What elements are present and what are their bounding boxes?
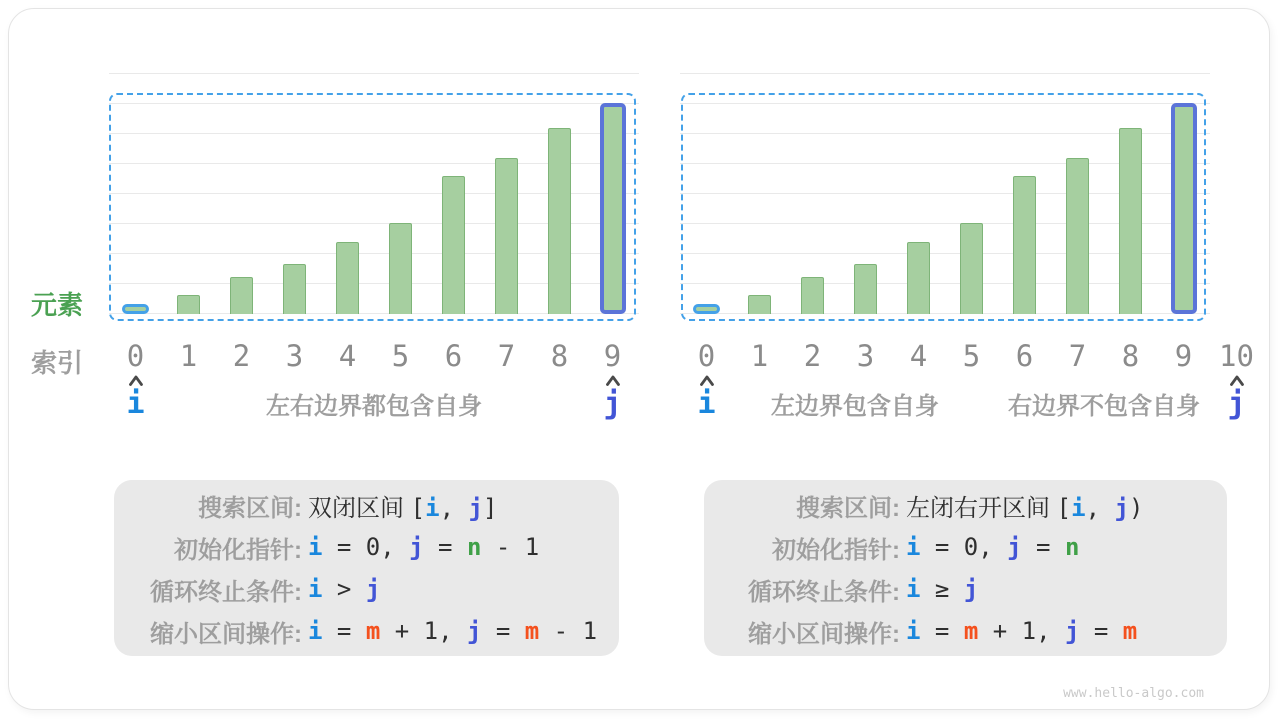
index-label-9: 9: [1174, 339, 1193, 373]
code-token-m: m: [524, 616, 540, 645]
index-label-1: 1: [179, 339, 198, 373]
figure-card: [8, 8, 1270, 710]
chart-closed-interval: [109, 73, 639, 443]
up-arrow-icon: [128, 375, 144, 386]
range-caption: 右边界不包含自身: [1008, 393, 1200, 420]
info-line-value: [906, 575, 978, 604]
code-token-code: ,: [1085, 493, 1115, 522]
code-token-n: n: [466, 532, 482, 561]
info-line-label: 搜索区间:: [796, 494, 900, 522]
info-line-label: 初始化指针:: [174, 536, 302, 564]
code-token-i: i: [308, 616, 323, 645]
code-token-i: i: [906, 574, 921, 603]
pointer-j: [1227, 375, 1245, 420]
code-token-i: i: [425, 493, 440, 522]
code-token-code: >: [322, 574, 366, 603]
code-token-j: j: [1064, 616, 1080, 645]
code-token-cn: 双闭区间: [308, 494, 411, 522]
code-token-j: j: [1007, 532, 1022, 561]
index-label-2: 2: [232, 339, 251, 373]
index-label-9: 9: [603, 339, 622, 373]
code-token-i: i: [308, 574, 323, 603]
info-line: [704, 484, 1227, 526]
index-label-5: 5: [962, 339, 981, 373]
info-line-value: [308, 488, 497, 523]
code-token-code: - 1: [481, 532, 540, 561]
code-token-code: + 1,: [978, 616, 1065, 645]
code-token-m: m: [365, 616, 381, 645]
code-token-code: - 1: [539, 616, 598, 645]
info-line: [704, 610, 1227, 652]
code-token-code: = 0,: [920, 532, 1008, 561]
info-line: [114, 568, 619, 610]
code-token-code: =: [1021, 532, 1065, 561]
up-arrow-icon: [605, 375, 621, 386]
code-token-code: ]: [482, 493, 498, 522]
code-token-code: =: [920, 616, 964, 645]
code-token-j: j: [409, 532, 424, 561]
code-token-i: i: [1071, 493, 1086, 522]
info-line-value: [906, 488, 1143, 523]
code-token-n: n: [1064, 532, 1080, 561]
code-token-m: m: [1122, 616, 1138, 645]
pointer-i: [697, 375, 715, 420]
watermark: www.hello-algo.com: [1063, 686, 1204, 701]
code-token-cn: 左闭右开区间: [906, 494, 1057, 522]
info-line-value: [308, 533, 539, 562]
code-token-code: [: [410, 493, 426, 522]
index-label-8: 8: [550, 339, 569, 373]
code-token-code: =: [423, 532, 467, 561]
info-line-value: [308, 617, 597, 646]
annotation-layer: [680, 73, 1263, 443]
code-token-m: m: [963, 616, 979, 645]
index-label-5: 5: [391, 339, 410, 373]
pointer-i: [126, 375, 144, 420]
index-label-2: 2: [803, 339, 822, 373]
code-token-code: =: [481, 616, 525, 645]
info-line: [704, 568, 1227, 610]
code-token-code: =: [322, 616, 366, 645]
info-line-value: [308, 575, 380, 604]
code-token-i: i: [906, 532, 921, 561]
info-line-label: 缩小区间操作:: [748, 620, 900, 648]
pointer-j: [603, 375, 621, 420]
code-token-j: j: [468, 493, 483, 522]
index-label-10: 10: [1219, 339, 1254, 373]
code-token-j: j: [1114, 493, 1129, 522]
annotation-layer: [109, 73, 639, 443]
code-token-j: j: [963, 574, 979, 603]
info-box-closed-interval: [114, 480, 619, 656]
index-label-1: 1: [750, 339, 769, 373]
code-token-code: ,: [439, 493, 469, 522]
info-line-value: [906, 533, 1079, 562]
pointer-label-j: j: [603, 386, 622, 421]
index-label-0: 0: [126, 339, 145, 373]
index-label-4: 4: [338, 339, 357, 373]
code-token-j: j: [365, 574, 381, 603]
index-label-4: 4: [909, 339, 928, 373]
pointer-label-i: i: [697, 386, 716, 421]
info-line-label: 初始化指针:: [772, 536, 900, 564]
index-label-3: 3: [285, 339, 304, 373]
info-line-label: 搜索区间:: [198, 494, 302, 522]
info-line-label: 循环终止条件:: [150, 578, 302, 606]
index-label-6: 6: [444, 339, 463, 373]
info-box-half-open-interval: [704, 480, 1227, 656]
element-axis-label: 元素: [31, 290, 84, 320]
pointer-label-i: i: [126, 386, 145, 421]
index-label-8: 8: [1121, 339, 1140, 373]
index-label-7: 7: [497, 339, 516, 373]
index-label-6: 6: [1015, 339, 1034, 373]
info-line-label: 循环终止条件:: [748, 578, 900, 606]
code-token-code: [: [1056, 493, 1072, 522]
info-line-value: [906, 617, 1137, 646]
info-line-label: 缩小区间操作:: [150, 620, 302, 648]
index-label-7: 7: [1068, 339, 1087, 373]
code-token-i: i: [308, 532, 323, 561]
range-caption: 左右边界都包含自身: [266, 393, 482, 420]
code-token-i: i: [906, 616, 921, 645]
info-line: [114, 484, 619, 526]
pointer-label-j: j: [1227, 386, 1246, 421]
chart-half-open-interval: [680, 73, 1263, 443]
range-caption: 左边界包含自身: [770, 393, 939, 420]
info-line: [114, 610, 619, 652]
info-line: [114, 526, 619, 568]
info-line: [704, 526, 1227, 568]
code-token-code: + 1,: [380, 616, 467, 645]
code-token-code: = 0,: [322, 532, 410, 561]
code-token-code: ): [1128, 493, 1144, 522]
up-arrow-icon: [699, 375, 715, 386]
code-token-code: ≥: [920, 574, 964, 603]
index-axis-label: 索引: [31, 348, 84, 378]
up-arrow-icon: [1229, 375, 1245, 386]
code-token-j: j: [466, 616, 482, 645]
index-label-0: 0: [697, 339, 716, 373]
index-label-3: 3: [856, 339, 875, 373]
code-token-code: =: [1079, 616, 1123, 645]
